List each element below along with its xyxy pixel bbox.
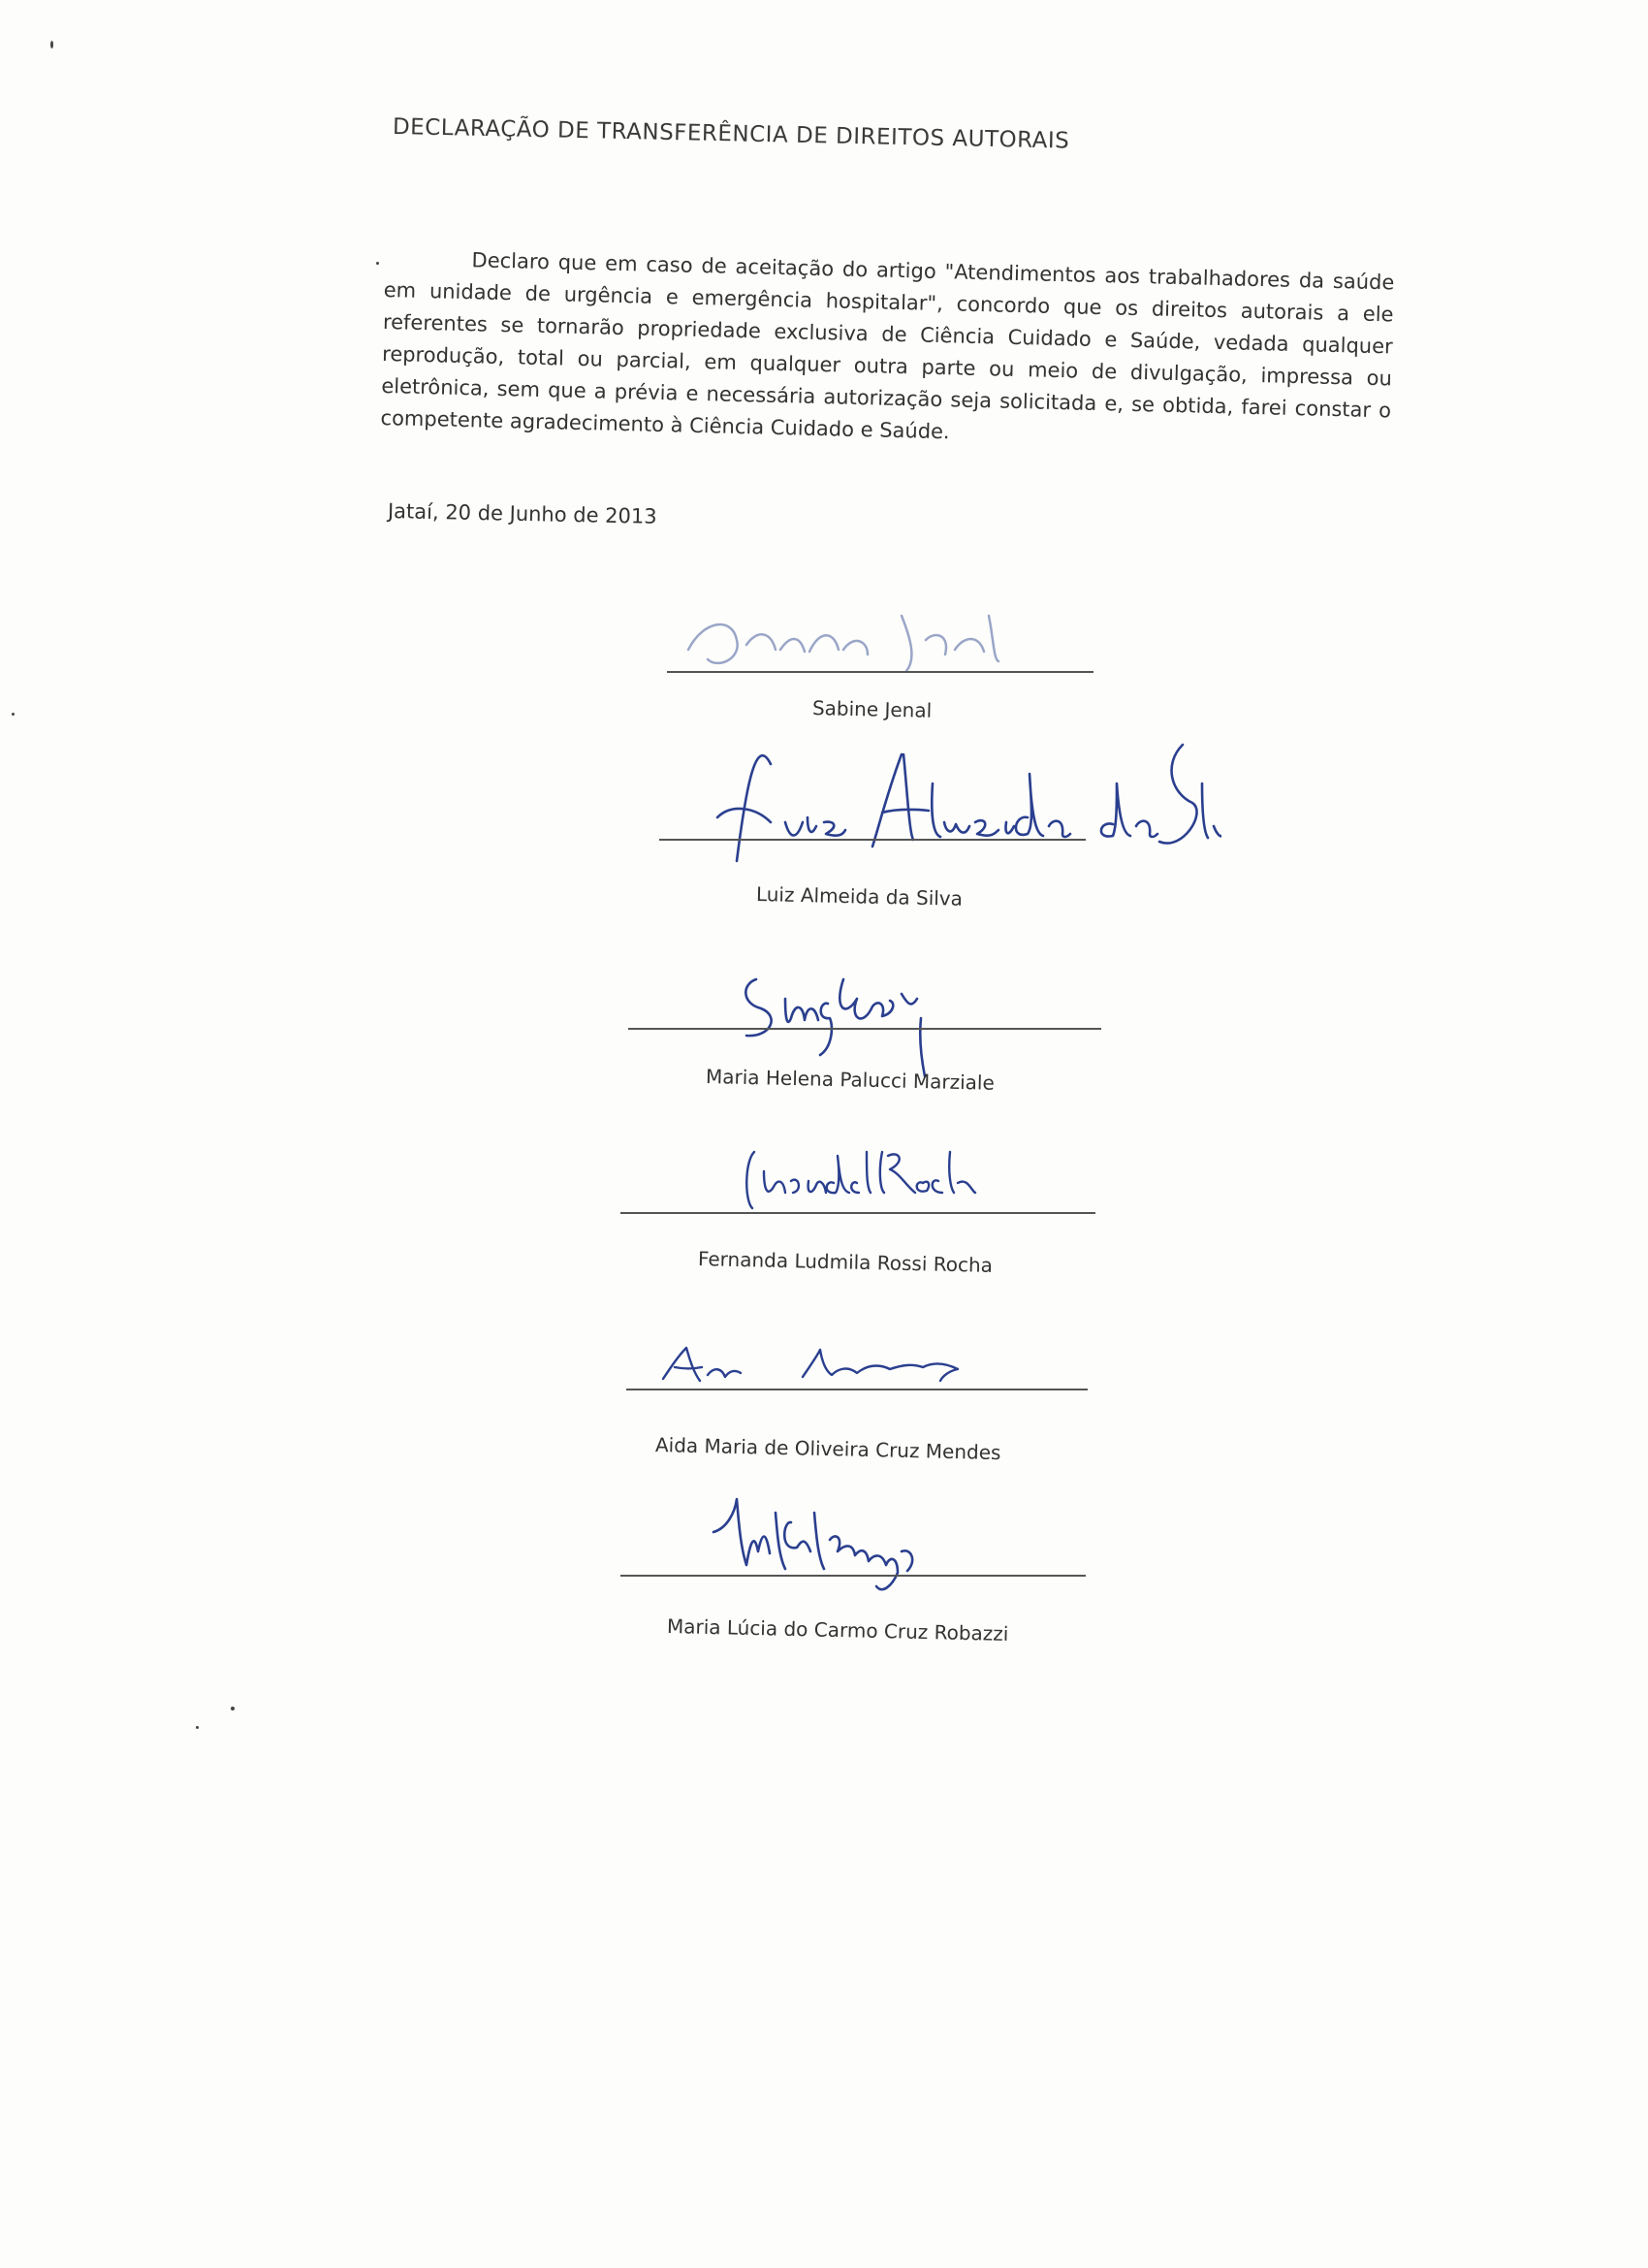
signature-line-6 — [620, 1575, 1086, 1577]
scan-speck — [376, 262, 379, 265]
signatory-name-3: Maria Helena Palucci Marziale — [705, 1065, 996, 1095]
signature-line-5 — [626, 1389, 1088, 1390]
handwritten-signature-5 — [657, 1338, 1006, 1396]
handwritten-signature-2 — [679, 725, 1221, 880]
signature-line-1 — [667, 671, 1093, 673]
handwritten-signature-4 — [725, 1133, 997, 1220]
signatory-name-5: Aida Maria de Oliveira Cruz Mendes — [654, 1433, 1001, 1465]
signatory-name-1: Sabine Jenal — [811, 696, 933, 722]
signature-line-4 — [620, 1212, 1095, 1214]
signatory-name-6: Maria Lúcia do Carmo Cruz Robazzi — [666, 1614, 1009, 1645]
scan-speck — [231, 1707, 235, 1710]
handwritten-signature-1 — [679, 601, 1028, 679]
signature-line-3 — [628, 1028, 1101, 1030]
scan-speck — [50, 41, 53, 48]
document-title: DECLARAÇÃO DE TRANSFERÊNCIA DE DIREITOS AUTORAIS — [392, 114, 1070, 154]
signatory-name-2: Luiz Almeida da Silva — [755, 882, 964, 910]
handwritten-signature-6 — [708, 1493, 960, 1600]
signature-line-2 — [659, 839, 1086, 841]
date-line: Jataí, 20 de Junho de 2013 — [387, 499, 657, 528]
signatory-name-4: Fernanda Ludmila Rossi Rocha — [697, 1247, 994, 1277]
declaration-text: Declaro que em caso de aceitação do artigo "Atendimentos aos trabalhadores da saúde em unidade de urgência e emergência hospitalar", concordo que os direitos autorais a ele referentes se tornarão propriedade exclusiva de Ciência Cuidado e Saúde, vedada qualquer reprodução, total ou parcial, em qualquer outra parte ou meio de divulgação, impressa ou eletrônica, sem que a prévia e necessária autorização seja solicitada e, se obtida, farei constar o competente agradecimento à Ciência Cuidado e Saúde. — [380, 248, 1395, 444]
scan-speck — [196, 1726, 199, 1729]
declaration-paragraph — [380, 242, 1395, 459]
scan-speck — [12, 713, 15, 716]
